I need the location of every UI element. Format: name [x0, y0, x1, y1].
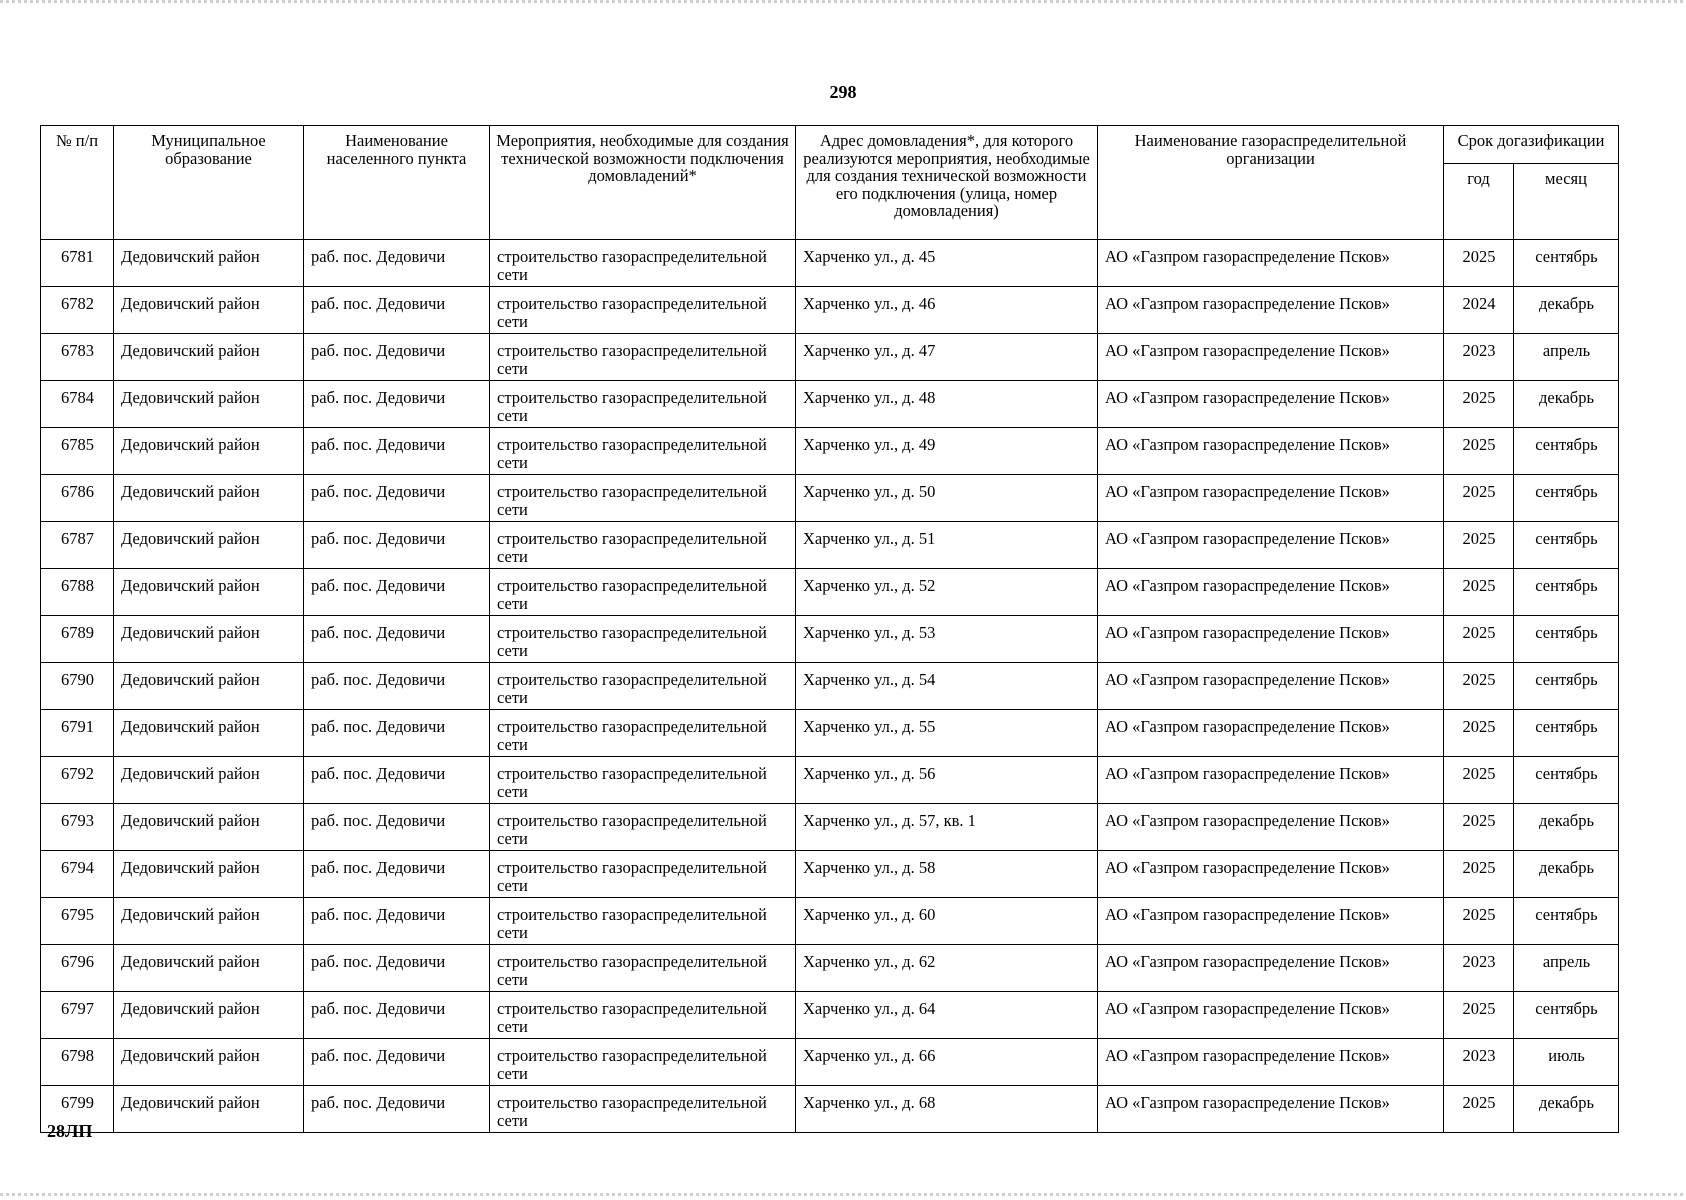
- table-row: [41, 757, 1619, 804]
- cell-activity: строительство газораспределительной сети: [490, 945, 796, 992]
- cell-address: Харченко ул., д. 47: [796, 334, 1098, 381]
- cell-month: апрель: [1514, 334, 1619, 381]
- cell-activity: строительство газораспределительной сети: [490, 804, 796, 851]
- cell-activity: строительство газораспределительной сети: [490, 757, 796, 804]
- cell-address: Харченко ул., д. 53: [796, 616, 1098, 663]
- cell-num: 6799: [41, 1086, 114, 1133]
- cell-address: Харченко ул., д. 62: [796, 945, 1098, 992]
- cell-municipality: Дедовичский район: [114, 1086, 304, 1133]
- cell-municipality: Дедовичский район: [114, 945, 304, 992]
- cell-settlement: раб. пос. Дедовичи: [304, 428, 490, 475]
- cell-activity: строительство газораспределительной сети: [490, 898, 796, 945]
- cell-num: 6793: [41, 804, 114, 851]
- cell-address: Харченко ул., д. 58: [796, 851, 1098, 898]
- table-row: [41, 945, 1619, 992]
- cell-activity: строительство газораспределительной сети: [490, 381, 796, 428]
- table-row: [41, 616, 1619, 663]
- cell-organization: АО «Газпром газораспределение Псков»: [1098, 898, 1444, 945]
- cell-num: 6786: [41, 475, 114, 522]
- cell-num: 6782: [41, 287, 114, 334]
- cell-activity: строительство газораспределительной сети: [490, 475, 796, 522]
- cell-organization: АО «Газпром газораспределение Псков»: [1098, 710, 1444, 757]
- cell-month: сентябрь: [1514, 240, 1619, 287]
- table-row: [41, 287, 1619, 334]
- gasification-table: [40, 125, 1619, 1133]
- cell-month: сентябрь: [1514, 992, 1619, 1039]
- cell-year: 2025: [1444, 569, 1514, 616]
- cell-settlement: раб. пос. Дедовичи: [304, 522, 490, 569]
- cell-year: 2025: [1444, 1086, 1514, 1133]
- header-deadline: Срок догазификации: [1444, 126, 1619, 164]
- header-year: год: [1444, 164, 1514, 240]
- cell-organization: АО «Газпром газораспределение Псков»: [1098, 569, 1444, 616]
- cell-address: Харченко ул., д. 66: [796, 1039, 1098, 1086]
- table-row: [41, 381, 1619, 428]
- cell-address: Харченко ул., д. 51: [796, 522, 1098, 569]
- cell-month: сентябрь: [1514, 522, 1619, 569]
- cell-year: 2025: [1444, 851, 1514, 898]
- header-activities: Мероприятия, необходимые для создания технической возможности подключения домовладений*: [490, 126, 796, 240]
- cell-municipality: Дедовичский район: [114, 428, 304, 475]
- cell-activity: строительство газораспределительной сети: [490, 287, 796, 334]
- table-row: [41, 1086, 1619, 1133]
- cell-activity: строительство газораспределительной сети: [490, 1086, 796, 1133]
- cell-num: 6792: [41, 757, 114, 804]
- cell-address: Харченко ул., д. 54: [796, 663, 1098, 710]
- cell-num: 6790: [41, 663, 114, 710]
- cell-activity: строительство газораспределительной сети: [490, 616, 796, 663]
- cell-settlement: раб. пос. Дедовичи: [304, 663, 490, 710]
- table-row: [41, 1039, 1619, 1086]
- cell-municipality: Дедовичский район: [114, 381, 304, 428]
- table-row: [41, 710, 1619, 757]
- scan-edge-bottom: [0, 1193, 1686, 1196]
- cell-year: 2025: [1444, 710, 1514, 757]
- cell-year: 2025: [1444, 616, 1514, 663]
- cell-settlement: раб. пос. Дедовичи: [304, 381, 490, 428]
- cell-address: Харченко ул., д. 49: [796, 428, 1098, 475]
- cell-municipality: Дедовичский район: [114, 522, 304, 569]
- cell-month: декабрь: [1514, 851, 1619, 898]
- cell-settlement: раб. пос. Дедовичи: [304, 334, 490, 381]
- table-row: [41, 992, 1619, 1039]
- cell-municipality: Дедовичский район: [114, 898, 304, 945]
- document-code: 28ЛП: [47, 1121, 93, 1141]
- cell-address: Харченко ул., д. 57, кв. 1: [796, 804, 1098, 851]
- cell-year: 2025: [1444, 757, 1514, 804]
- cell-municipality: Дедовичский район: [114, 616, 304, 663]
- cell-organization: АО «Газпром газораспределение Псков»: [1098, 522, 1444, 569]
- cell-municipality: Дедовичский район: [114, 475, 304, 522]
- header-month: месяц: [1514, 164, 1619, 240]
- cell-municipality: Дедовичский район: [114, 334, 304, 381]
- cell-year: 2023: [1444, 945, 1514, 992]
- table-row: [41, 475, 1619, 522]
- cell-organization: АО «Газпром газораспределение Псков»: [1098, 240, 1444, 287]
- cell-settlement: раб. пос. Дедовичи: [304, 1039, 490, 1086]
- header-settlement: Наименование населенного пункта: [304, 126, 490, 240]
- cell-month: декабрь: [1514, 804, 1619, 851]
- cell-year: 2023: [1444, 334, 1514, 381]
- cell-activity: строительство газораспределительной сети: [490, 1039, 796, 1086]
- cell-settlement: раб. пос. Дедовичи: [304, 710, 490, 757]
- cell-organization: АО «Газпром газораспределение Псков»: [1098, 663, 1444, 710]
- cell-num: 6795: [41, 898, 114, 945]
- cell-month: сентябрь: [1514, 428, 1619, 475]
- cell-municipality: Дедовичский район: [114, 240, 304, 287]
- header-num: № п/п: [41, 126, 114, 240]
- cell-organization: АО «Газпром газораспределение Псков»: [1098, 1086, 1444, 1133]
- cell-settlement: раб. пос. Дедовичи: [304, 992, 490, 1039]
- table-row: [41, 428, 1619, 475]
- cell-month: июль: [1514, 1039, 1619, 1086]
- cell-address: Харченко ул., д. 68: [796, 1086, 1098, 1133]
- cell-municipality: Дедовичский район: [114, 757, 304, 804]
- cell-month: декабрь: [1514, 1086, 1619, 1133]
- cell-year: 2023: [1444, 1039, 1514, 1086]
- cell-address: Харченко ул., д. 64: [796, 992, 1098, 1039]
- cell-address: Харченко ул., д. 50: [796, 475, 1098, 522]
- cell-activity: строительство газораспределительной сети: [490, 334, 796, 381]
- cell-year: 2025: [1444, 428, 1514, 475]
- cell-num: 6794: [41, 851, 114, 898]
- cell-year: 2025: [1444, 663, 1514, 710]
- table-header: [41, 126, 1619, 240]
- cell-month: сентябрь: [1514, 898, 1619, 945]
- cell-activity: строительство газораспределительной сети: [490, 428, 796, 475]
- cell-organization: АО «Газпром газораспределение Псков»: [1098, 945, 1444, 992]
- table-row: [41, 663, 1619, 710]
- cell-year: 2025: [1444, 992, 1514, 1039]
- table-row: [41, 334, 1619, 381]
- cell-month: декабрь: [1514, 287, 1619, 334]
- cell-organization: АО «Газпром газораспределение Псков»: [1098, 1039, 1444, 1086]
- cell-municipality: Дедовичский район: [114, 710, 304, 757]
- cell-address: Харченко ул., д. 55: [796, 710, 1098, 757]
- cell-activity: строительство газораспределительной сети: [490, 569, 796, 616]
- cell-settlement: раб. пос. Дедовичи: [304, 851, 490, 898]
- cell-year: 2025: [1444, 240, 1514, 287]
- table-row: [41, 804, 1619, 851]
- cell-municipality: Дедовичский район: [114, 851, 304, 898]
- cell-settlement: раб. пос. Дедовичи: [304, 240, 490, 287]
- cell-municipality: Дедовичский район: [114, 992, 304, 1039]
- cell-num: 6781: [41, 240, 114, 287]
- cell-num: 6797: [41, 992, 114, 1039]
- cell-activity: строительство газораспределительной сети: [490, 851, 796, 898]
- cell-settlement: раб. пос. Дедовичи: [304, 757, 490, 804]
- cell-num: 6796: [41, 945, 114, 992]
- cell-num: 6783: [41, 334, 114, 381]
- header-organization: Наименование газораспределительной организации: [1098, 126, 1444, 240]
- header-address: Адрес домовладения*, для которого реализуются мероприятия, необходимые для создания технической возможности его подключения (улица, номер домовладения): [796, 126, 1098, 240]
- cell-address: Харченко ул., д. 52: [796, 569, 1098, 616]
- cell-settlement: раб. пос. Дедовичи: [304, 1086, 490, 1133]
- cell-municipality: Дедовичский район: [114, 804, 304, 851]
- cell-organization: АО «Газпром газораспределение Псков»: [1098, 287, 1444, 334]
- cell-activity: строительство газораспределительной сети: [490, 240, 796, 287]
- cell-address: Харченко ул., д. 56: [796, 757, 1098, 804]
- scan-edge-top: [0, 0, 1686, 3]
- cell-settlement: раб. пос. Дедовичи: [304, 475, 490, 522]
- cell-municipality: Дедовичский район: [114, 663, 304, 710]
- cell-organization: АО «Газпром газораспределение Псков»: [1098, 851, 1444, 898]
- cell-organization: АО «Газпром газораспределение Псков»: [1098, 992, 1444, 1039]
- cell-num: 6789: [41, 616, 114, 663]
- cell-year: 2025: [1444, 898, 1514, 945]
- cell-month: сентябрь: [1514, 475, 1619, 522]
- cell-address: Харченко ул., д. 46: [796, 287, 1098, 334]
- cell-num: 6791: [41, 710, 114, 757]
- cell-year: 2025: [1444, 804, 1514, 851]
- page-number: 298: [829, 82, 857, 102]
- cell-year: 2025: [1444, 522, 1514, 569]
- cell-organization: АО «Газпром газораспределение Псков»: [1098, 334, 1444, 381]
- cell-month: сентябрь: [1514, 757, 1619, 804]
- table-row: [41, 522, 1619, 569]
- cell-organization: АО «Газпром газораспределение Псков»: [1098, 616, 1444, 663]
- cell-settlement: раб. пос. Дедовичи: [304, 898, 490, 945]
- cell-address: Харченко ул., д. 45: [796, 240, 1098, 287]
- cell-organization: АО «Газпром газораспределение Псков»: [1098, 381, 1444, 428]
- cell-num: 6784: [41, 381, 114, 428]
- table-row: [41, 851, 1619, 898]
- cell-address: Харченко ул., д. 60: [796, 898, 1098, 945]
- cell-activity: строительство газораспределительной сети: [490, 992, 796, 1039]
- cell-settlement: раб. пос. Дедовичи: [304, 945, 490, 992]
- cell-activity: строительство газораспределительной сети: [490, 663, 796, 710]
- cell-settlement: раб. пос. Дедовичи: [304, 804, 490, 851]
- cell-activity: строительство газораспределительной сети: [490, 522, 796, 569]
- cell-settlement: раб. пос. Дедовичи: [304, 616, 490, 663]
- table-row: [41, 898, 1619, 945]
- cell-num: 6798: [41, 1039, 114, 1086]
- cell-month: сентябрь: [1514, 569, 1619, 616]
- cell-year: 2025: [1444, 381, 1514, 428]
- cell-organization: АО «Газпром газораспределение Псков»: [1098, 804, 1444, 851]
- cell-municipality: Дедовичский район: [114, 1039, 304, 1086]
- cell-organization: АО «Газпром газораспределение Псков»: [1098, 757, 1444, 804]
- cell-num: 6787: [41, 522, 114, 569]
- cell-month: апрель: [1514, 945, 1619, 992]
- cell-month: декабрь: [1514, 381, 1619, 428]
- cell-num: 6785: [41, 428, 114, 475]
- cell-year: 2024: [1444, 287, 1514, 334]
- cell-month: сентябрь: [1514, 710, 1619, 757]
- table-body: [41, 240, 1619, 1133]
- cell-month: сентябрь: [1514, 616, 1619, 663]
- table-row: [41, 240, 1619, 287]
- cell-organization: АО «Газпром газораспределение Псков»: [1098, 428, 1444, 475]
- cell-year: 2025: [1444, 475, 1514, 522]
- cell-address: Харченко ул., д. 48: [796, 381, 1098, 428]
- cell-organization: АО «Газпром газораспределение Псков»: [1098, 475, 1444, 522]
- cell-settlement: раб. пос. Дедовичи: [304, 287, 490, 334]
- cell-activity: строительство газораспределительной сети: [490, 710, 796, 757]
- cell-municipality: Дедовичский район: [114, 287, 304, 334]
- table-row: [41, 569, 1619, 616]
- cell-settlement: раб. пос. Дедовичи: [304, 569, 490, 616]
- cell-municipality: Дедовичский район: [114, 569, 304, 616]
- cell-num: 6788: [41, 569, 114, 616]
- header-municipality: Муниципальное образование: [114, 126, 304, 240]
- cell-month: сентябрь: [1514, 663, 1619, 710]
